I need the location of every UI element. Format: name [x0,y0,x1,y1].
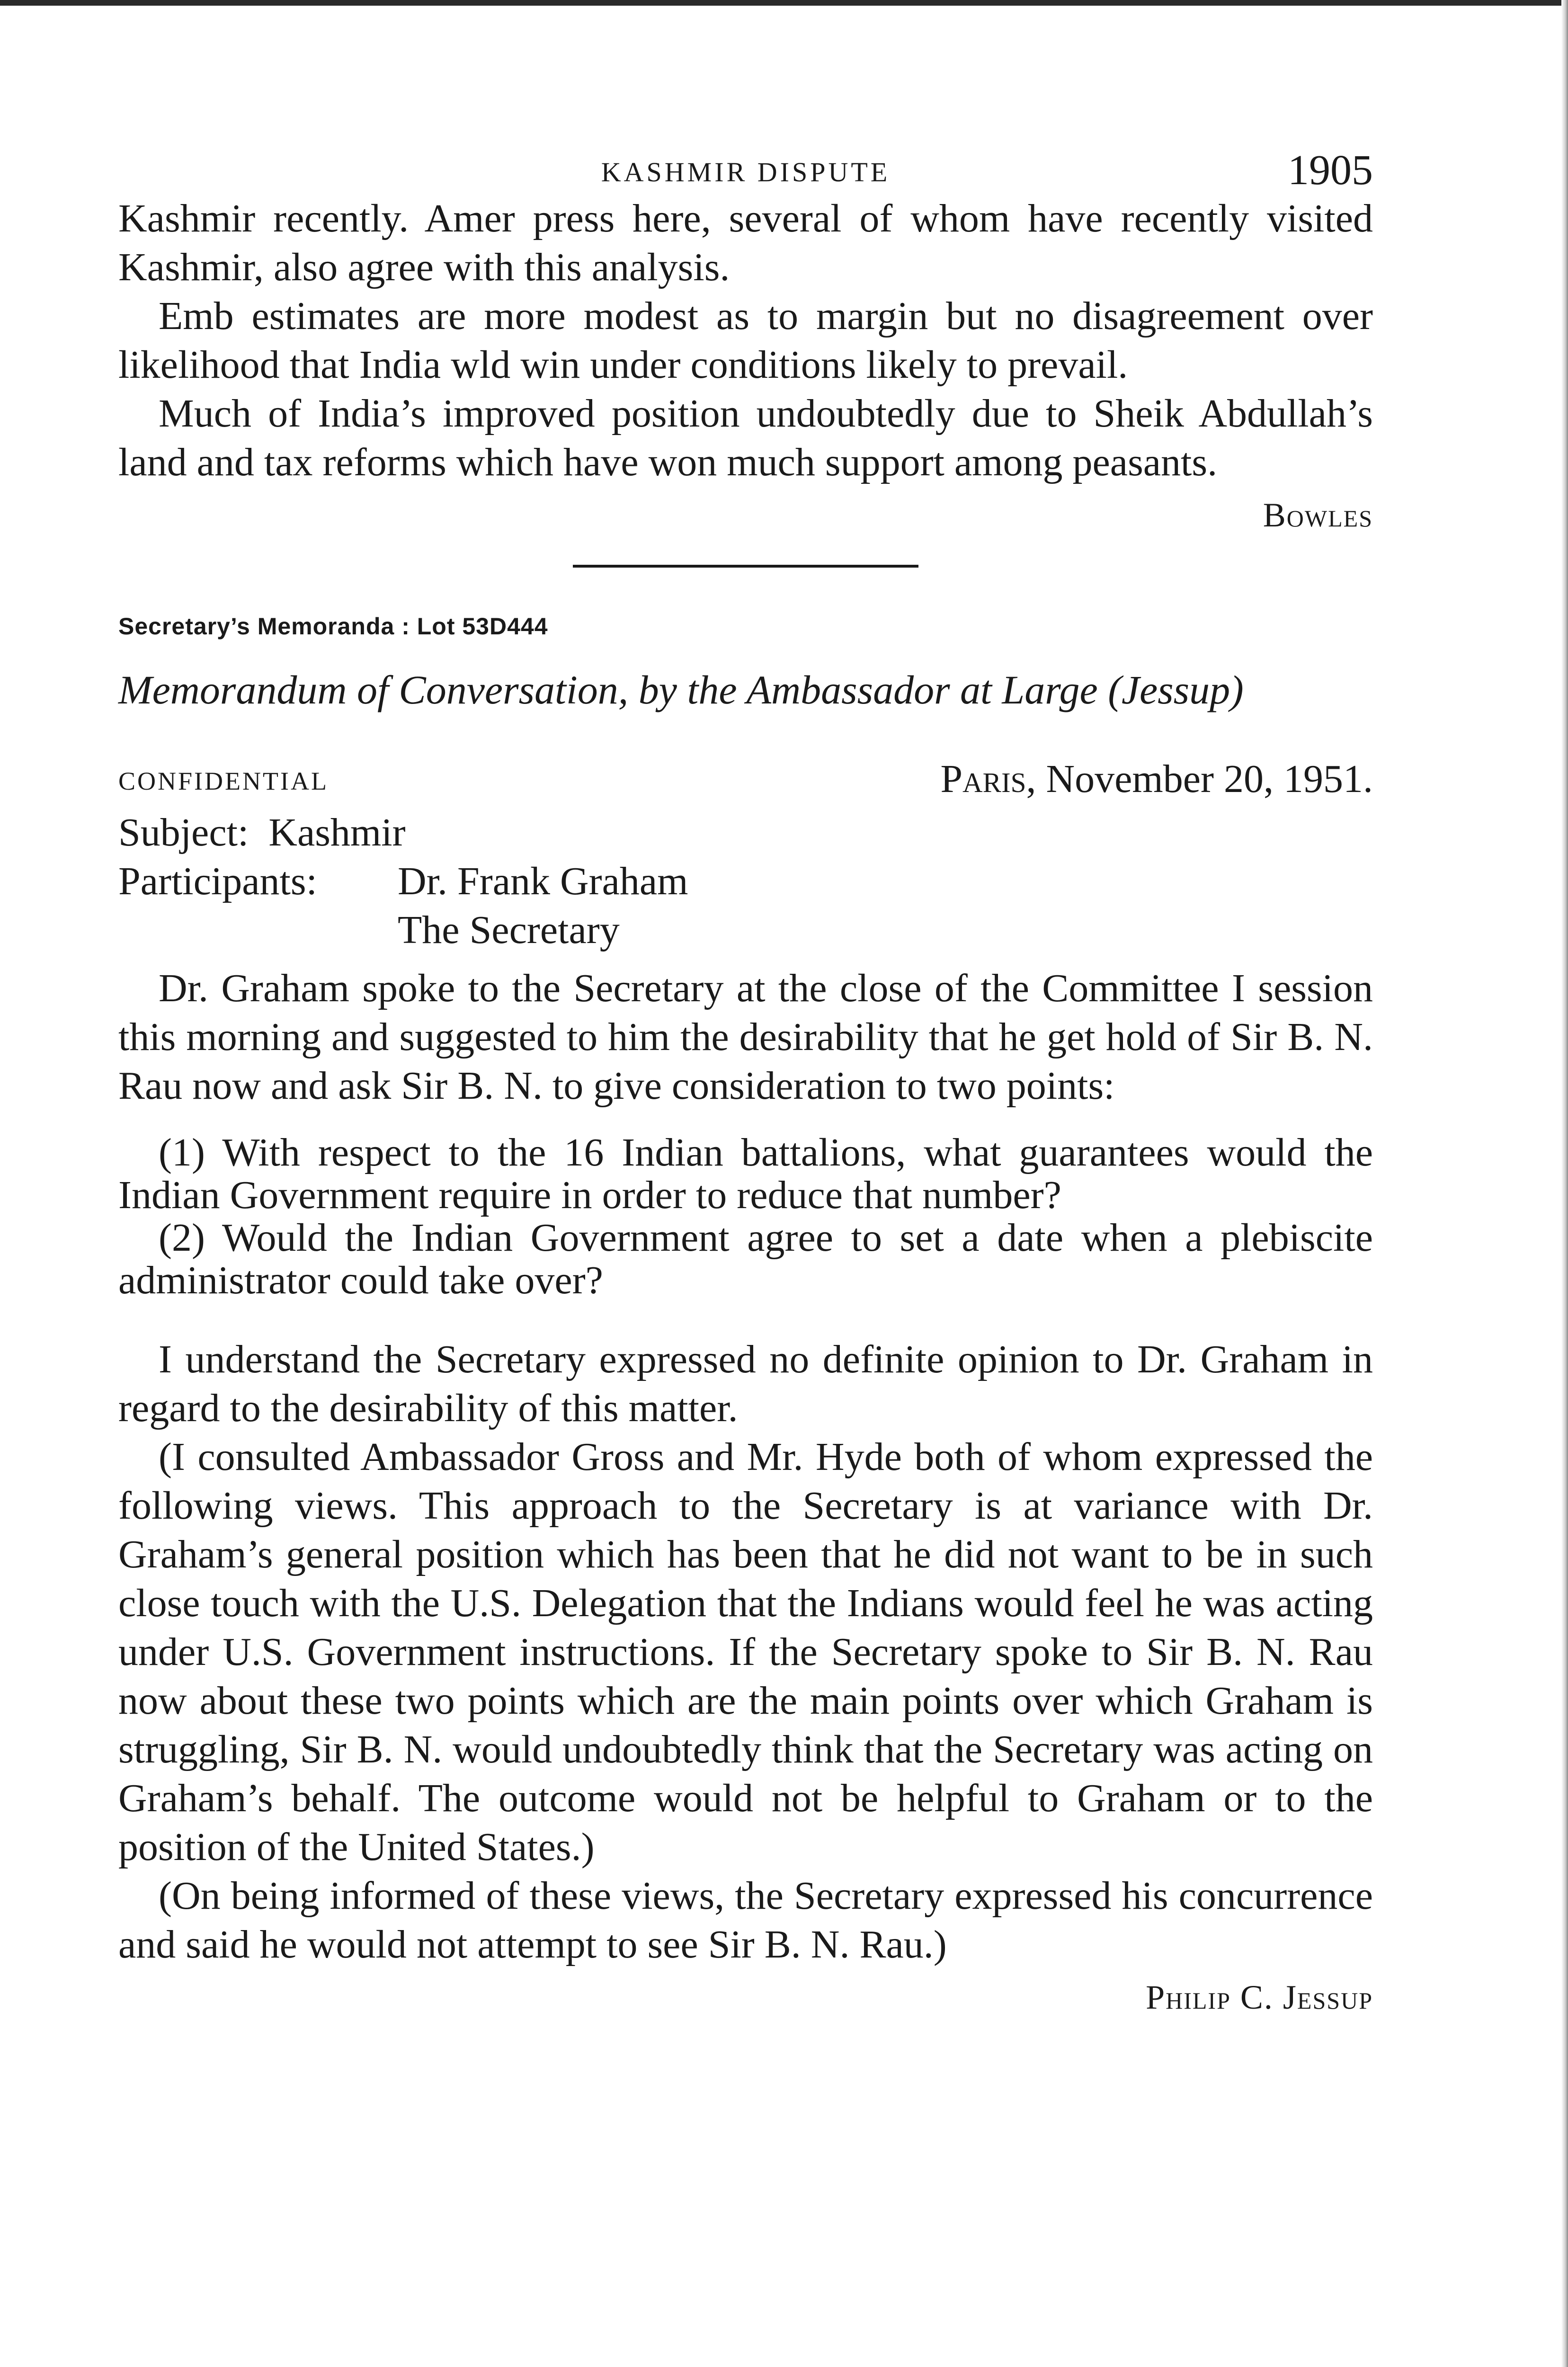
running-head-title: KASHMIR DISPUTE [601,157,891,187]
carryover-paragraph: Kashmir recently. Amer press here, several of whom have recently visited Kashmir, also agree with this analysis. [118,196,1373,289]
dateline [940,756,1373,802]
signature-bowles: Bowles [1263,496,1373,534]
participants-list [398,857,688,954]
subject-line [118,808,1373,857]
point-item: (1) With respect to the 16 Indian battalions, what guarantees would the Indian Government require in order to reduce that number? [118,1130,1373,1217]
subject-label: Subject: [118,810,249,854]
running-head [118,142,1373,194]
source-note: Secretary’s Memoranda : Lot 53D444 [118,613,548,640]
carryover-paragraph: Much of India’s improved position undoubtedly due to Sheik Abdullah’s land and tax reforms which have won much support among peasants. [118,392,1373,484]
document-title: Memorandum of Conversation, by the Ambassador at Large (Jessup) [118,667,1244,712]
signature-jessup: Philip C. Jessup [1146,1978,1373,2016]
dateline-date: November 20, 1951. [1046,757,1373,801]
page-number: 1905 [1288,147,1373,194]
subject-value: Kashmir [268,810,406,854]
classification-row [118,756,1373,808]
document-page [118,142,1373,2021]
body-paragraph: I understand the Secretary expressed no definite opinion to Dr. Graham in regard to the desirability of this matter. [118,1337,1373,1430]
carryover-paragraph: Emb estimates are more modest as to margin but no disagreement over likelihood that India wld win under conditions likely to prevail. [118,294,1373,387]
dateline-place: Paris, [940,757,1036,801]
participants-label: Participants: [118,859,317,903]
participant: Dr. Frank Graham [398,859,688,903]
scan-edge-right [1561,0,1568,2367]
participants-block [118,857,1373,954]
participant: The Secretary [398,908,620,952]
intro-paragraph: Dr. Graham spoke to the Secretary at the close of the Committee I session this morning and suggested to him the desirability that he get hold of Sir B. N. Rau now and ask Sir B. N. to give consideration to two points: [118,966,1373,1108]
point-item: (2) Would the Indian Government agree to set a date when a plebiscite administrator could take over? [118,1216,1373,1302]
classification-label: CONFIDENTIAL [118,767,329,795]
scan-edge-top [0,0,1568,6]
body-paragraph: (I consulted Ambassador Gross and Mr. Hyde both of whom expressed the following views. This approach to the Secretary is at variance with Dr. Graham’s general position which has been that he did not want to be in such close touch with the U.S. Delegation that the Indians would feel he was acting under U.S. Government instructions. If the Secretary spoke to Sir B. N. Rau now about these two points which are the main points over which Graham is struggling, Sir B. N. would undoubtedly think that the Secretary was acting on Graham’s behalf. The outcome would not be helpful to Graham or to the position of the United States.) [118,1435,1373,1869]
body-paragraph: (On being informed of these views, the Secretary expressed his concurrence and said he would not attempt to see Sir B. N. Rau.) [118,1874,1373,1967]
section-divider [573,565,918,568]
points-list [118,1131,1373,1302]
